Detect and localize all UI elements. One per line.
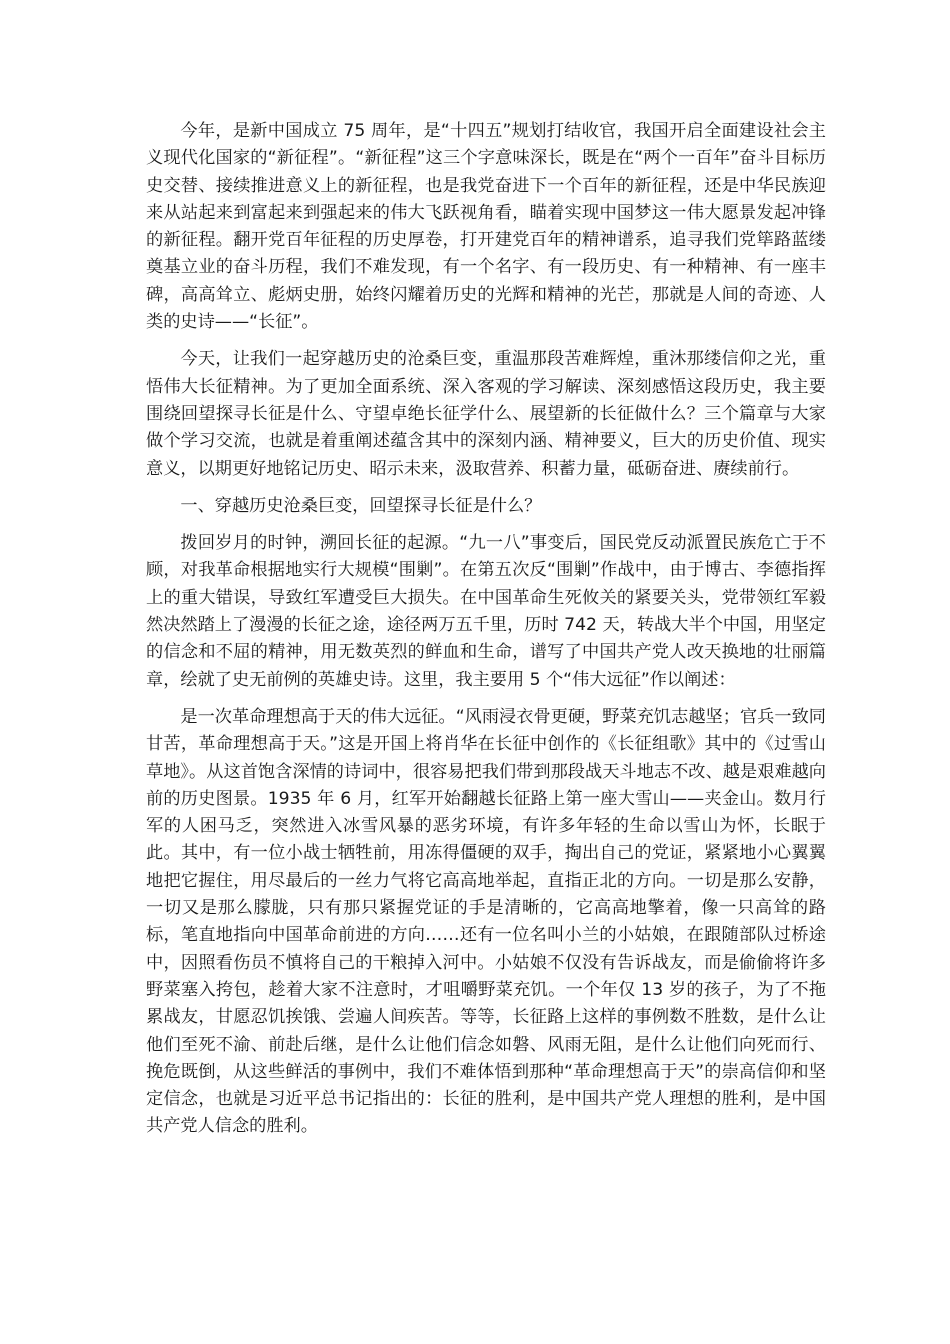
paragraph-purpose: 今天，让我们一起穿越历史的沧桑巨变，重温那段苦难辉煌，重沐那缕信仰之光，重悟伟大长征精神。为了更加全面系统、深入客观的学习解读、深刻感悟这段历史，我主要围绕回望探寻长征是什么、守望卓绝长征学什么、展望新的长征做什么？三个篇章与大家做个学习交流，也就是着重阐述蕴含其中的深刻内涵、精神要义，巨大的历史价值、现实意义，以期更好地铭记历史、昭示未来，汲取营养、积蓄力量，砥砺奋进、赓续前行。 xyxy=(146,349,826,479)
paragraph-origin: 拨回岁月的时钟，溯回长征的起源。“九一八”事变后，国民党反动派置民族危亡于不顾，对我革命根据地实行大规模“围剿”。在第五次反“围剿”作战中，由于博古、李德指挥上的重大错误，导致红军遭受巨大损失。在中国革命生死攸关的紧要关头，党带领红军毅然决然踏上了漫漫的长征之途，途径两万五千里，历时 742 天，转战大半个中国，用坚定的信念和不屈的精神，用无数英烈的鲜血和生命，谱写了中国共产党人改天换地的壮丽篇章，绘就了史无前例的英雄史诗。这里，我主要用 5 个“伟大远征”作以阐述： xyxy=(146,533,826,690)
section-heading: 一、穿越历史沧桑巨变，回望探寻长征是什么？ xyxy=(180,495,542,516)
paragraph-intro: 今年，是新中国成立 75 周年，是“十四五”规划打结收官，我国开启全面建设社会主义现代化国家的“新征程”。“新征程”这三个字意味深长，既是在“两个一百年”奋斗目标历史交替、接续推进意义上的新征程，也是我党奋进下一个百年的新征程，还是中华民族迎来从站起来到富起来到强起来的伟大飞跃视角看，瞄着实现中国梦这一伟大愿景发起冲锋的新征程。翻开党百年征程的历史厚卷，打开建党百年的精神谱系，追寻我们党筚路蓝缕奠基立业的奋斗历程，我们不难发现，有一个名字、有一段历史、有一种精神、有一座丰碑，高高耸立、彪炳史册，始终闪耀着历史的光辉和精神的光芒，那就是人间的奇迹、人类的史诗——“长征”。 xyxy=(146,121,826,333)
document-page xyxy=(146,118,826,1151)
paragraph-ideals: 是一次革命理想高于天的伟大远征。“风雨浸衣骨更硬，野菜充饥志越坚；官兵一致同甘苦，革命理想高于天。”这是开国上将肖华在长征中创作的《长征组歌》其中的《过雪山草地》。从这首饱含深情的诗词中，很容易把我们带到那段战天斗地志不改、越是艰难越向前的历史图景。1935 年 6 月，红军开始翻越长征路上第一座大雪山——夹金山。数月行军的人困马乏，突然进入冰雪风暴的恶劣环境，有许多年轻的生命以雪山为怀，长眠于此。其中，有一位小战士牺牲前，用冻得僵硬的双手，掏出自己的党证，紧紧地小心翼翼地把它握住，用尽最后的一丝力气将它高高地举起，直指正北的方向。一切是那么安静，一切又是那么朦胧，只有那只紧握党证的手是清晰的，它高高地擎着，像一只高耸的路标，笔直地指向中国革命前进的方向……还有一位名叫小兰的小姑娘，在跟随部队过桥途中，因照看伤员不慎将自己的干粮掉入河中。小姑娘不仅没有告诉战友，而是偷偷将许多野菜塞入挎包，趁着大家不注意时，才咀嚼野菜充饥。一个年仅 13 岁的孩子，为了不拖累战友，甘愿忍饥挨饿、尝遍人间疾苦。等等，长征路上这样的事例数不胜数，是什么让他们至死不渝、前赴后继，是什么让他们信念如磐、风雨无阻，是什么让他们向死而行、挽危既倒，从这些鲜活的事例中，我们不难体悟到那种“革命理想高于天”的崇高信仰和坚定信念，也就是习近平总书记指出的：长征的胜利，是中国共产党人理想的胜利，是中国共产党人信念的胜利。 xyxy=(146,706,826,1137)
